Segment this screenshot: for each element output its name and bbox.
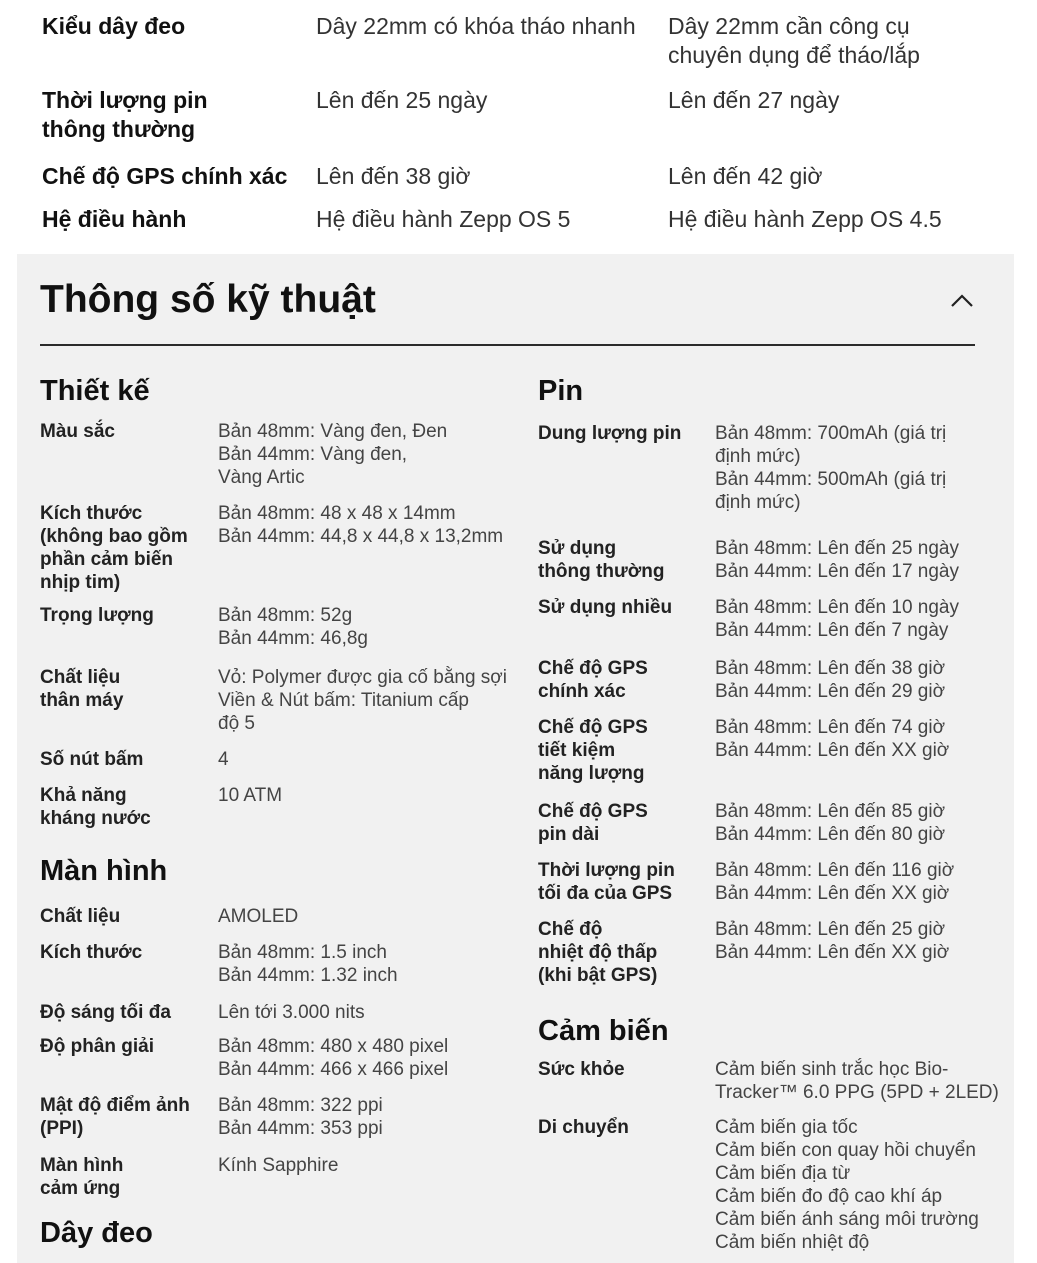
spec-value-line: 10 ATM (218, 785, 283, 806)
spec-value-line: Bản 48mm: 322 ppi (218, 1095, 383, 1116)
spec-label (538, 537, 664, 583)
spec-label-line: Di chuyển (538, 1117, 629, 1138)
spec-value-line: Kính Sapphire (218, 1155, 339, 1176)
title-divider (40, 344, 975, 346)
spec-label (538, 657, 648, 703)
spec-value-line: Bản 48mm: Lên đến 116 giờ (715, 860, 955, 881)
comparison-value-b (668, 12, 998, 70)
spec-value (218, 784, 282, 807)
comparison-value-line: chuyên dụng để tháo/lắp (668, 42, 920, 68)
spec-value-line: Cảm biến gia tốc (715, 1117, 858, 1138)
spec-value-line: Bản 44mm: Lên đến XX giờ (715, 942, 950, 963)
comparison-value-line: Lên đến 27 ngày (668, 87, 840, 113)
spec-value (218, 604, 368, 650)
spec-label-line: kháng nước (40, 808, 151, 829)
spec-label (40, 941, 142, 964)
spec-value (715, 596, 959, 642)
spec-value-line: Bản 44mm: Lên đến 80 giờ (715, 824, 946, 845)
spec-label-line: Số nút bấm (40, 749, 144, 770)
spec-label (40, 1154, 123, 1200)
spec-value (715, 918, 949, 964)
spec-value (715, 1116, 979, 1254)
spec-label (40, 1001, 171, 1024)
spec-value-line: Bản 44mm: 1.32 inch (218, 965, 398, 986)
spec-value-line: định mức) (715, 446, 801, 467)
spec-label-line: Mật độ điểm ảnh (40, 1095, 190, 1116)
spec-value-line: Vỏ: Polymer được gia cố bằng sợi (218, 667, 507, 688)
comparison-value-b (668, 162, 998, 191)
comparison-label-line: Kiểu dây đeo (42, 13, 186, 39)
spec-label-line: Thời lượng pin (538, 860, 675, 881)
spec-value-line: Cảm biến đo độ cao khí áp (715, 1186, 943, 1207)
spec-label-line: Độ sáng tối đa (40, 1002, 171, 1023)
spec-value-line: Viền & Nút bấm: Titanium cấp (218, 690, 469, 711)
comparison-value-line: Hệ điều hành Zepp OS 5 (316, 206, 571, 232)
spec-label-line: Độ phân giải (40, 1036, 154, 1057)
spec-value-line: Bản 48mm: Lên đến 85 giờ (715, 801, 946, 822)
spec-label-line: Khả năng (40, 785, 127, 806)
spec-label-line: Chất liệu (40, 667, 121, 688)
spec-value-line: Bản 48mm: Lên đến 25 ngày (715, 538, 960, 559)
spec-value-line: Bản 48mm: 480 x 480 pixel (218, 1036, 449, 1057)
comparison-value-line: Dây 22mm có khóa tháo nhanh (316, 13, 636, 39)
spec-label-line: thông thường (538, 561, 665, 582)
comparison-value-a (316, 205, 661, 234)
spec-label-line: Chế độ (538, 919, 603, 940)
comparison-label (42, 12, 312, 41)
spec-label-line: Chế độ GPS (538, 717, 648, 738)
comparison-label-line: Hệ điều hành (42, 206, 187, 232)
spec-label-line: Sử dụng nhiều (538, 597, 673, 618)
spec-label (40, 604, 154, 627)
spec-value-line: Cảm biến nhiệt độ (715, 1232, 870, 1253)
spec-label-line: tiết kiệm (538, 740, 616, 761)
spec-label (538, 800, 648, 846)
spec-value (715, 657, 945, 703)
spec-value-line: Bản 44mm: Lên đến XX giờ (715, 740, 950, 761)
spec-value (218, 1035, 448, 1081)
comparison-value-b (668, 86, 998, 115)
spec-label (40, 1094, 190, 1140)
spec-label (538, 596, 672, 619)
spec-value-line: độ 5 (218, 713, 255, 734)
spec-value-line: Bản 48mm: 48 x 48 x 14mm (218, 503, 456, 524)
spec-value (218, 502, 503, 548)
spec-value-line: Bản 44mm: 44,8 x 44,8 x 13,2mm (218, 526, 504, 547)
spec-label-line: (PPI) (40, 1118, 84, 1139)
comparison-value-a (316, 162, 661, 191)
right-section-heading: Cảm biến (538, 1015, 669, 1047)
comparison-label (42, 205, 312, 234)
comparison-value-line: Lên đến 42 giờ (668, 163, 823, 189)
spec-label-line: (khi bật GPS) (538, 965, 658, 986)
spec-value-line: AMOLED (218, 906, 299, 927)
comparison-value-b (668, 205, 998, 234)
comparison-value-line: Lên đến 25 ngày (316, 87, 488, 113)
chevron-up-icon[interactable] (947, 290, 977, 312)
spec-label-line: Sử dụng (538, 538, 617, 559)
spec-value (218, 420, 447, 489)
spec-label (40, 666, 123, 712)
spec-label-line: nhiệt độ thấp (538, 942, 658, 963)
spec-label-line: cảm ứng (40, 1178, 121, 1199)
spec-label-line: Chế độ GPS (538, 658, 648, 679)
spec-label-line: Dung lượng pin (538, 423, 682, 444)
spec-value-line: Bản 44mm: Vàng đen, (218, 444, 408, 465)
spec-value-line: Bản 44mm: 353 ppi (218, 1118, 383, 1139)
comparison-label-line: Chế độ GPS chính xác (42, 163, 288, 189)
spec-value-line: Bản 44mm: 500mAh (giá trị (715, 469, 947, 490)
spec-value-line: Bản 48mm: Lên đến 25 giờ (715, 919, 946, 940)
spec-label-line: Kích thước (40, 942, 143, 963)
spec-value (218, 905, 298, 928)
spec-label (40, 420, 115, 443)
spec-label-line: Màu sắc (40, 421, 115, 442)
comparison-value-a (316, 12, 661, 41)
spec-label (538, 1116, 629, 1139)
spec-label-line: chính xác (538, 681, 626, 702)
spec-label-line: pin dài (538, 824, 600, 845)
spec-label (538, 859, 675, 905)
spec-value (218, 941, 398, 987)
spec-label-line: (không bao gồm (40, 526, 188, 547)
spec-value-line: Bản 44mm: Lên đến 17 ngày (715, 561, 960, 582)
spec-value (218, 1094, 383, 1140)
spec-value (218, 1154, 338, 1177)
comparison-value-a (316, 86, 661, 115)
spec-value-line: Bản 48mm: Lên đến 74 giờ (715, 717, 946, 738)
spec-label (40, 502, 188, 594)
spec-value-line: Bản 44mm: Lên đến XX giờ (715, 883, 950, 904)
spec-label-line: Trọng lượng (40, 605, 154, 626)
spec-label-line: Màn hình (40, 1155, 124, 1176)
spec-value-line: Bản 44mm: Lên đến 7 ngày (715, 620, 949, 641)
left-section-heading: Màn hình (40, 855, 168, 887)
spec-value (715, 800, 945, 846)
spec-value-line: Cảm biến địa từ (715, 1163, 851, 1184)
spec-value-line: Lên tới 3.000 nits (218, 1002, 365, 1023)
spec-label-line: Kích thước (40, 503, 143, 524)
spec-value (218, 748, 229, 771)
spec-value-line: Bản 48mm: 700mAh (giá trị (715, 423, 947, 444)
comparison-label-line: Thời lượng pin (42, 87, 208, 113)
spec-label (40, 1035, 154, 1058)
spec-value-line: 4 (218, 749, 229, 770)
comparison-value-line: Lên đến 38 giờ (316, 163, 471, 189)
spec-value (715, 859, 954, 905)
spec-label-line: tối đa của GPS (538, 883, 673, 904)
right-section-heading: Pin (538, 375, 584, 407)
spec-label-line: năng lượng (538, 763, 645, 784)
spec-value-line: Bản 48mm: 52g (218, 605, 353, 626)
spec-value (715, 1058, 999, 1104)
spec-value (218, 666, 507, 735)
spec-label-line: thân máy (40, 690, 124, 711)
spec-label (40, 905, 120, 928)
comparison-label-line: thông thường (42, 116, 196, 142)
spec-label (538, 918, 657, 987)
left-section-heading: Dây đeo (40, 1217, 153, 1249)
spec-value-line: Bản 44mm: 466 x 466 pixel (218, 1059, 449, 1080)
spec-value (218, 1001, 365, 1024)
spec-value-line: Bản 44mm: 46,8g (218, 628, 368, 649)
spec-label-line: Chất liệu (40, 906, 121, 927)
spec-value-line: Vàng Artic (218, 467, 305, 488)
spec-label (538, 716, 648, 785)
spec-value-line: Bản 44mm: Lên đến 29 giờ (715, 681, 946, 702)
comparison-label (42, 162, 312, 191)
spec-label (538, 422, 681, 445)
spec-label (40, 748, 143, 771)
spec-value (715, 422, 946, 514)
comparison-label (42, 86, 312, 144)
spec-value-line: Bản 48mm: Vàng đen, Đen (218, 421, 448, 442)
spec-label (538, 1058, 625, 1081)
specs-title: Thông số kỹ thuật (40, 278, 376, 321)
spec-label-line: phần cảm biến (40, 549, 174, 570)
spec-value (715, 716, 949, 762)
comparison-value-line: Hệ điều hành Zepp OS 4.5 (668, 206, 942, 232)
specs-panel (17, 254, 1014, 1263)
spec-value-line: Cảm biến con quay hồi chuyển (715, 1140, 976, 1161)
left-section-heading: Thiết kế (40, 375, 150, 407)
spec-value-line: Bản 48mm: Lên đến 10 ngày (715, 597, 960, 618)
spec-label-line: Chế độ GPS (538, 801, 648, 822)
spec-value-line: Bản 48mm: 1.5 inch (218, 942, 387, 963)
spec-value-line: Bản 48mm: Lên đến 38 giờ (715, 658, 946, 679)
spec-value (715, 537, 959, 583)
comparison-value-line: Dây 22mm cần công cụ (668, 13, 910, 39)
spec-label (40, 784, 151, 830)
spec-label-line: nhịp tim) (40, 572, 121, 593)
spec-value-line: Tracker™ 6.0 PPG (5PD + 2LED) (715, 1082, 999, 1103)
spec-value-line: Cảm biến ánh sáng môi trường (715, 1209, 979, 1230)
spec-label-line: Sức khỏe (538, 1059, 625, 1080)
spec-value-line: Cảm biến sinh trắc học Bio- (715, 1059, 949, 1080)
spec-value-line: định mức) (715, 492, 801, 513)
